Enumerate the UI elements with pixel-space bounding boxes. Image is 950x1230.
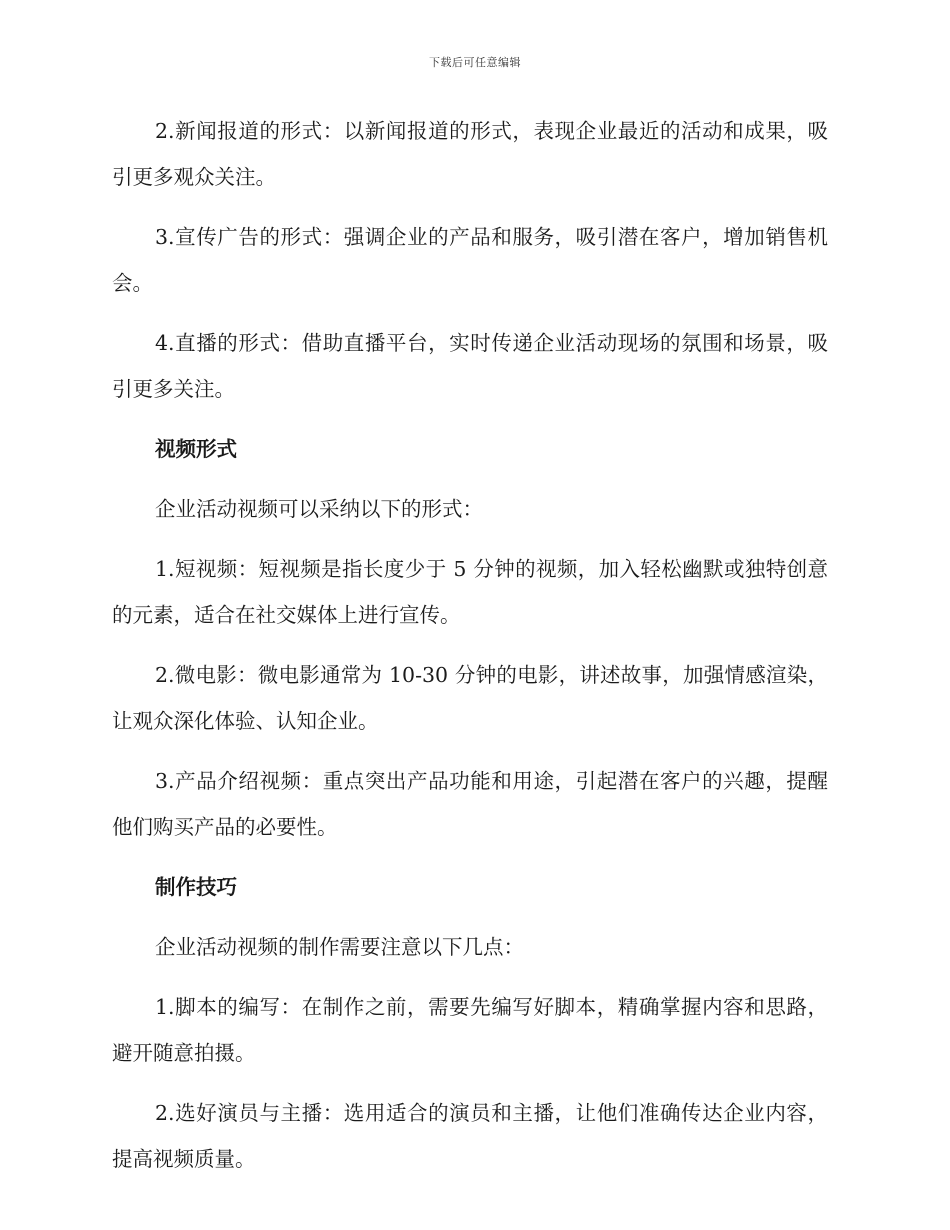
paragraph-livestream: 4.直播的形式：借助直播平台，实时传递企业活动现场的氛围和场景，吸引更多关注。: [112, 331, 828, 401]
paragraph-forms-intro: 企业活动视频可以采纳以下的形式：: [155, 497, 483, 521]
paragraph-tips-intro: 企业活动视频的制作需要注意以下几点：: [155, 935, 524, 959]
paragraph-advertising: 3.宣传广告的形式：强调企业的产品和服务，吸引潜在客户，增加销售机会。: [112, 225, 828, 295]
page-header: 下载后可任意编辑: [429, 56, 521, 69]
paragraph-news-report: 2.新闻报道的形式：以新闻报道的形式，表现企业最近的活动和成果，吸引更多观众关注。: [112, 119, 828, 189]
paragraph-product-video: 3.产品介绍视频：重点突出产品功能和用途，引起潜在客户的兴趣，提醒他们购买产品的必要性。: [112, 769, 828, 839]
paragraph-short-video: 1.短视频：短视频是指长度少于 5 分钟的视频，加入轻松幽默或独特创意的元素，适合在社交媒体上进行宣传。: [112, 557, 828, 627]
heading-video-forms: 视频形式: [155, 437, 237, 461]
heading-production-tips: 制作技巧: [155, 875, 237, 899]
document-body: [112, 108, 828, 1196]
paragraph-script-writing: 1.脚本的编写：在制作之前，需要先编写好脚本，精确掌握内容和思路，避开随意拍摄。: [112, 995, 828, 1065]
paragraph-actors-hosts: 2.选好演员与主播：选用适合的演员和主播，让他们准确传达企业内容，提高视频质量。: [112, 1101, 828, 1171]
paragraph-micro-film: 2.微电影：微电影通常为 10-30 分钟的电影，讲述故事，加强情感渲染，让观众深化体验、认知企业。: [112, 663, 828, 733]
